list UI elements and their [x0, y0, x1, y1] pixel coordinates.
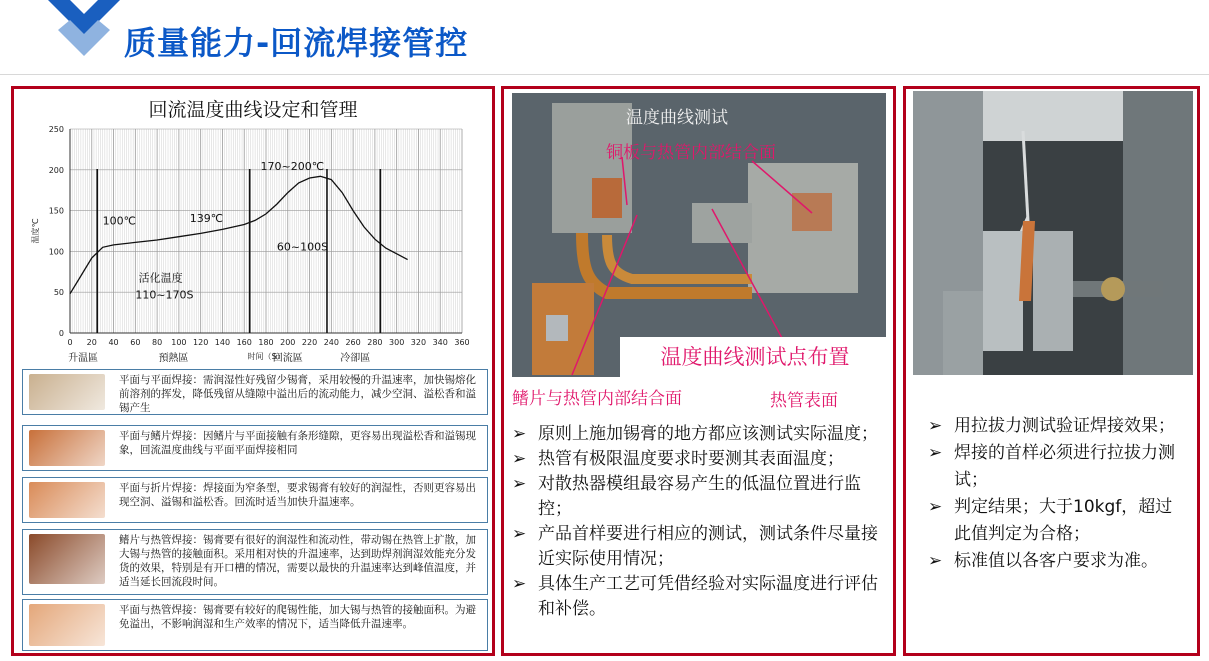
list-item: ➢ 判定结果；大于10kgf，超过此值判定为合格； [928, 494, 1188, 548]
annotation-label: 170~200℃ [260, 159, 325, 173]
annotation-label: 60~100S [276, 240, 329, 254]
list-item: ➢ 标准值以各客户要求为准。 [928, 548, 1188, 575]
x-tick-label: 240 [323, 338, 339, 347]
header-divider [0, 74, 1209, 75]
solder-row [22, 425, 488, 471]
zone-label: 冷卻區 [340, 353, 371, 364]
x-tick-label: 0 [67, 338, 73, 347]
y-tick-label: 0 [58, 329, 64, 338]
y-tick-label: 250 [48, 125, 64, 134]
row-thumbnail [29, 604, 105, 646]
x-tick-label: 180 [258, 338, 274, 347]
bullet-arrow-icon: ➢ [512, 524, 527, 544]
y-tick-label: 150 [48, 206, 64, 216]
bullet-arrow-icon: ➢ [928, 443, 943, 463]
x-axis-label: 时间（S） [247, 352, 285, 361]
heatsink-photo [512, 93, 886, 377]
pull-test-illustration [913, 91, 1193, 375]
x-tick-label: 60 [130, 338, 141, 347]
pull-test-list [928, 413, 1188, 575]
row-text: 平面与折片焊接：焊接面为窄条型，要求锡膏有较好的润湿性，否则更容易出现空洞、溢锡和溢松香。回流时适当加快升温速率。 [119, 482, 476, 508]
x-tick-label: 220 [301, 338, 318, 347]
x-tick-label: 20 [86, 338, 97, 347]
y-tick-label: 100 [48, 247, 64, 257]
x-tick-label: 80 [152, 338, 163, 347]
bullet-arrow-icon: ➢ [512, 449, 527, 469]
list-item: ➢ 用拉拔力测试验证焊接效果； [928, 413, 1188, 440]
reflow-profile-panel [11, 86, 495, 656]
x-tick-label: 160 [236, 338, 252, 347]
x-tick-label: 360 [454, 338, 470, 347]
pull-test-photo [913, 91, 1193, 375]
bullet-arrow-icon: ➢ [512, 424, 527, 444]
bullet-arrow-icon: ➢ [928, 497, 943, 517]
row-thumbnail [29, 534, 105, 584]
list-item: ➢ 热管有极限温度要求时要测其表面温度； [512, 447, 888, 472]
photo-title: 温度曲线测试 [626, 108, 728, 128]
series-line [70, 176, 408, 293]
zone-label: 回流區 [272, 353, 303, 364]
x-tick-label: 120 [193, 338, 209, 347]
bullet-arrow-icon: ➢ [512, 474, 527, 494]
reflow-temperature-chart [14, 89, 492, 367]
pull-test-panel [903, 86, 1200, 656]
x-tick-label: 40 [108, 338, 119, 347]
header-chevron-icon [48, 0, 120, 60]
y-tick-label: 200 [48, 165, 64, 175]
x-tick-label: 320 [410, 338, 427, 347]
page-title: 质量能力-回流焊接管控 [124, 24, 469, 62]
x-tick-label: 260 [345, 338, 361, 347]
annotation-label: 100℃ [102, 214, 137, 228]
row-thumbnail [29, 374, 105, 410]
annotation-label: 139℃ [189, 212, 224, 226]
y-tick-label: 50 [53, 288, 64, 298]
x-tick-label: 100 [171, 338, 187, 347]
solder-row [22, 529, 488, 595]
solder-row [22, 477, 488, 523]
row-text: 平面与平面焊接：需润湿性好残留少锡膏，采用较慢的升温速率，加快锡熔化前溶剂的挥发，降低残留从缝隙中溢出后的流动能力，减少空洞、溢松香和溢锡产生 [119, 374, 476, 414]
test-rules-list [512, 422, 888, 622]
x-tick-label: 340 [432, 338, 448, 347]
annotation-label: 活化温度 [138, 271, 183, 285]
surface-label: 热管表面 [770, 391, 838, 411]
bullet-arrow-icon: ➢ [512, 574, 527, 594]
copper-label: 铜板与热管内部结合面 [606, 143, 776, 163]
bullet-arrow-icon: ➢ [928, 551, 943, 571]
x-tick-label: 140 [214, 338, 231, 347]
list-item: ➢ 焊接的首样必须进行拉拔力测试； [928, 440, 1188, 494]
bullet-arrow-icon: ➢ [928, 416, 943, 436]
zone-label: 升温區 [68, 353, 99, 364]
list-item: ➢ 产品首样要进行相应的测试，测试条件尽量接近实际使用情况； [512, 524, 878, 569]
temperature-test-panel [501, 86, 896, 656]
row-text: 平面与热管焊接：锡膏要有较好的爬锡性能，加大锡与热管的接触面积。为避免溢出，不影响润湿和生产效率的情况下，适当降低升温速率。 [119, 604, 476, 630]
list-item: ➢ 具体生产工艺可凭借经验对实际温度进行评估和补偿。 [512, 574, 878, 619]
x-tick-label: 300 [389, 338, 405, 347]
fin-label: 鳍片与热管内部结合面 [512, 389, 682, 409]
chart-title: 回流温度曲线设定和管理 [148, 99, 358, 121]
heatsink-illustration [512, 93, 886, 377]
y-axis-label: 温度℃ [31, 218, 40, 244]
row-thumbnail [29, 430, 105, 466]
solder-row [22, 369, 488, 415]
row-text: 鳍片与热管焊接：锡膏要有很好的润湿性和流动性，带动锡在热管上扩散，加大锡与热管的接触面积。采用相对快的升温速率，达到助焊剂润湿效能充分发货的效果，特别是有开口槽的情况，需要以最快的升温速率达到峰值温度，并适当延长回流段时间。 [119, 534, 476, 588]
list-item: ➢ 对散热器模组最容易产生的低温位置进行监控； [512, 474, 861, 519]
annotation-label: 110~170S [135, 288, 194, 302]
row-text: 平面与鳍片焊接：因鳍片与平面接触有条形缝隙，更容易出现溢松香和溢锡现象，回流温度曲线与平面平面焊接相同 [119, 430, 476, 456]
list-item: ➢ 原则上施加锡膏的地方都应该测试实际温度； [512, 422, 888, 447]
x-tick-label: 280 [367, 338, 383, 347]
test-point-caption: 温度曲线测试点布置 [620, 337, 886, 377]
x-tick-label: 200 [280, 338, 296, 347]
row-thumbnail [29, 482, 105, 518]
solder-row [22, 599, 488, 651]
zone-label: 預熱區 [158, 353, 189, 364]
